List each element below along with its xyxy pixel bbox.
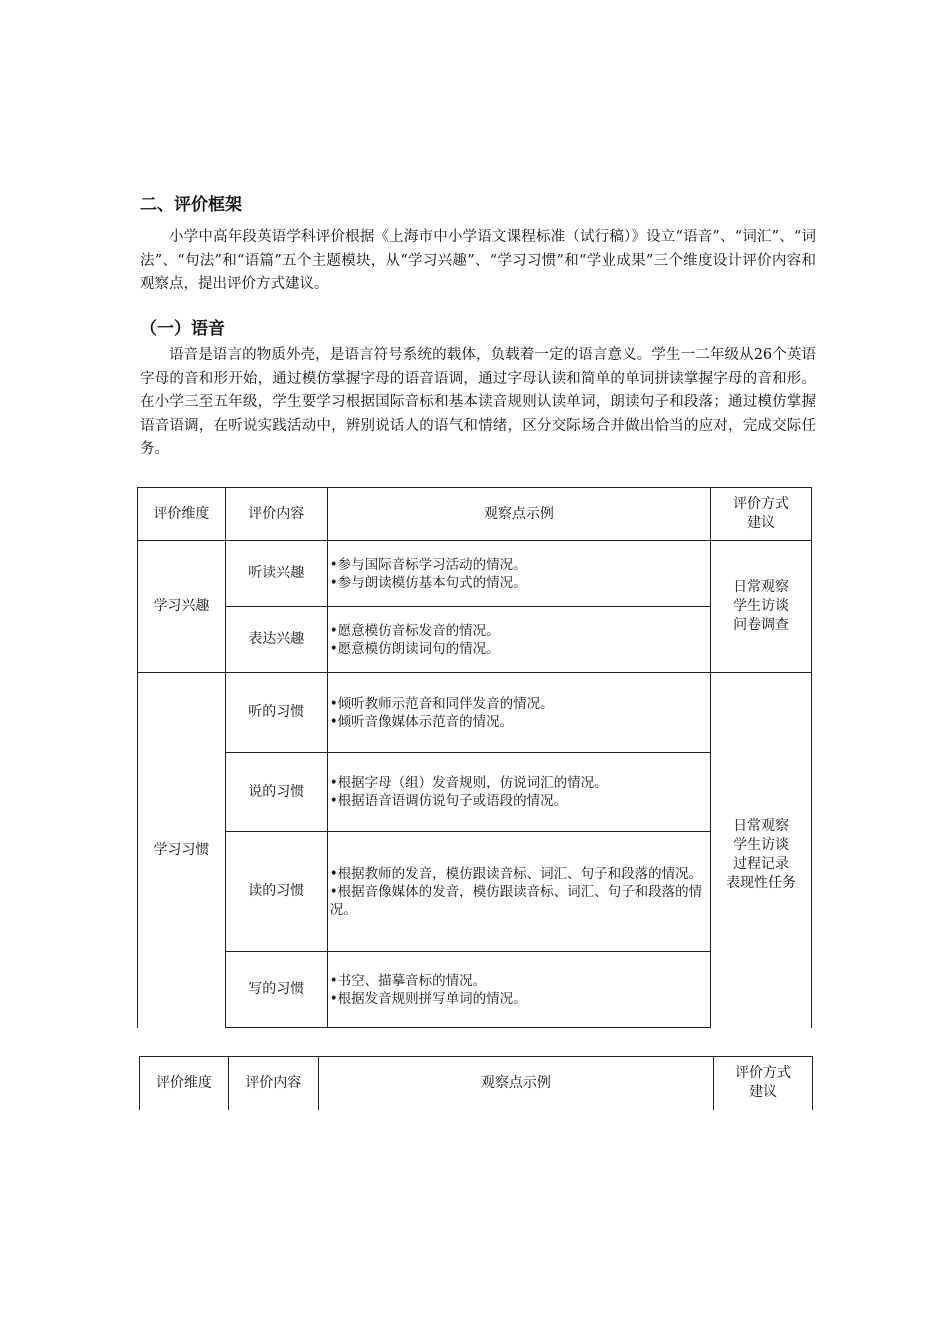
observation-point: •参与国际音标学习活动的情况。 <box>329 556 527 573</box>
dimension-habit: 学习习惯 <box>138 673 226 1028</box>
observation-point: •根据语音语调仿说句子或语段的情况。 <box>329 793 568 809</box>
method-habit: 日常观察 学生访谈 过程记录 表现性任务 <box>711 673 812 1028</box>
method-interest: 日常观察 学生访谈 问卷调查 <box>711 541 812 673</box>
continuation-table <box>139 1056 813 1110</box>
table-row <box>138 607 812 673</box>
content-cell: 读的习惯 <box>225 832 327 952</box>
observation-point: •愿意模仿音标发音的情况。 <box>329 622 500 639</box>
subsection-title: （一）语音 <box>140 319 225 339</box>
header-content: 评价内容 <box>225 488 327 541</box>
header-observation: 观察点示例 <box>318 1057 713 1110</box>
dimension-interest: 学习兴趣 <box>138 541 226 673</box>
observation-point: •倾听教师示范音和同伴发音的情况。 <box>329 695 554 712</box>
observation-point: •根据教师的发音，模仿跟读音标、词汇、句子和段落的情况。 <box>329 865 703 882</box>
table-row <box>138 541 812 607</box>
content-cell: 听读兴趣 <box>225 541 327 607</box>
observation-point: •根据音像媒体的发音，模仿跟读音标、词汇、句子和段落的情况。 <box>329 883 703 918</box>
observation-point: •愿意模仿朗读词句的情况。 <box>329 640 500 657</box>
header-method: 评价方式 建议 <box>714 1057 813 1110</box>
observation-cell <box>327 673 710 753</box>
header-observation: 观察点示例 <box>327 488 710 541</box>
content-cell: 说的习惯 <box>225 753 327 832</box>
observation-point: •根据字母（组）发音规则，仿说词汇的情况。 <box>329 775 608 791</box>
content-cell: 表达兴趣 <box>225 607 327 673</box>
observation-point: •书空、描摹音标的情况。 <box>329 972 487 989</box>
phonetics-evaluation-table <box>137 487 812 1028</box>
intro-paragraph: 小学中高年段英语学科评价根据《上海市中小学语文课程标准（试行稿）》设立“语音”、“词汇”、“词法”、“句法”和“语篇”五个主题模块，从“学习兴趣”、“学习习惯”和“学业成果”三个维度设计评价内容和观察点，提出评价方式建议。 <box>140 229 816 292</box>
header-dimension: 评价维度 <box>140 1057 229 1110</box>
observation-cell <box>327 541 710 607</box>
intro-paragraph-block <box>140 226 816 297</box>
subsection-paragraph-block <box>140 344 816 462</box>
observation-point: •根据发音规则拼写单词的情况。 <box>329 990 527 1007</box>
header-content: 评价内容 <box>228 1057 318 1110</box>
table-row <box>138 673 812 753</box>
observation-cell <box>327 952 710 1028</box>
content-cell: 写的习惯 <box>225 952 327 1028</box>
observation-cell <box>327 607 710 673</box>
table-row <box>138 832 812 952</box>
header-method: 评价方式 建议 <box>711 488 812 541</box>
table-header-row <box>140 1057 813 1110</box>
table-header-row <box>138 488 812 541</box>
section-title: 二、评价框架 <box>140 195 242 215</box>
subsection-paragraph: 语音是语言的物质外壳，是语言符号系统的载体，负载着一定的语言意义。学生一二年级从26个英语字母的音和形开始，通过模仿掌握字母的语音语调，通过字母认读和简单的单词拼读掌握字母的音和形。在小学三至五年级，学生要学习根据国际音标和基本读音规则认读单词，朗读句子和段落；通过模仿掌握语音语调，在听说实践活动中，辨别说话人的语气和情绪，区分交际场合并做出恰当的应对，完成交际任务。 <box>140 347 816 457</box>
observation-cell <box>327 753 710 832</box>
table-row <box>138 753 812 832</box>
observation-point: •参与朗读模仿基本句式的情况。 <box>329 574 527 591</box>
observation-point: •倾听音像媒体示范音的情况。 <box>329 713 514 730</box>
observation-cell <box>327 832 710 952</box>
table-row <box>138 952 812 1028</box>
content-cell: 听的习惯 <box>225 673 327 753</box>
header-dimension: 评价维度 <box>138 488 226 541</box>
